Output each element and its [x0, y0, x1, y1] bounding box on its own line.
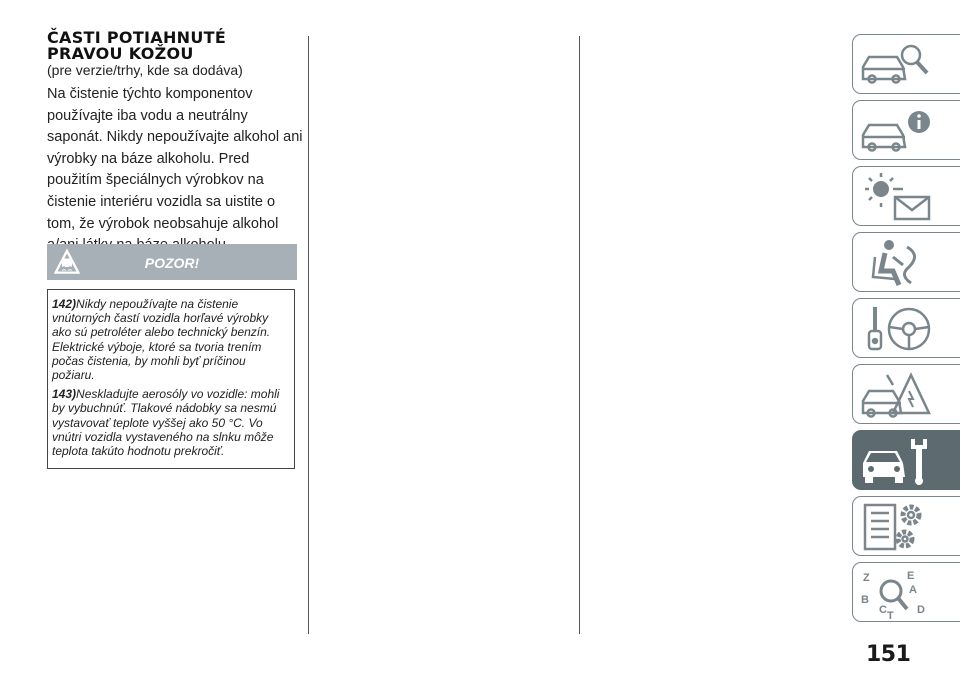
warning-item-number: 142) — [52, 297, 77, 311]
column-divider-left — [308, 36, 309, 634]
warning-item-text: Nikdy nepoužívajte na čistenie vnútorných častí vozidla horľavé výrobky ako sú petroléter alebo technický benzín. Elektrické výboje, ktoré sa tvoria trením počas čistenia, by mohli byť príčinou požiaru. — [52, 297, 271, 383]
index-letter: D — [917, 604, 925, 616]
alphabet-index-search-icon — [859, 567, 933, 619]
warning-item — [52, 387, 290, 458]
car-emergency-triangle-icon — [859, 369, 933, 421]
warning-box — [47, 289, 295, 469]
warning-header — [47, 244, 297, 280]
tab-car-info[interactable] — [852, 100, 960, 160]
car-search-icon — [859, 39, 933, 91]
tab-emergency[interactable] — [852, 364, 960, 424]
car-info-icon — [859, 105, 933, 157]
tab-car-search[interactable] — [852, 34, 960, 94]
tab-warning-lights[interactable] — [852, 166, 960, 226]
key-steering-wheel-icon — [859, 303, 933, 355]
tab-alphabetical-index[interactable] — [852, 562, 960, 622]
section-subtitle: (pre verzie/trhy, kde sa dodáva) — [47, 62, 243, 78]
tab-maintenance[interactable] — [852, 430, 960, 490]
specs-gears-icon — [859, 501, 933, 553]
warning-item-text: Neskladujte aerosóly vo vozidle: mohli by vybuchnúť. Tlakové nádobky sa nesmú vystavovať teplote vyššej ako 50 °C. Vo vnútri vozidla vystaveného na slnku môže teplota takúto hodnotu prekročiť. — [52, 387, 280, 459]
index-letter: E — [907, 570, 915, 582]
car-wrench-icon — [859, 435, 933, 487]
index-letter: Z — [863, 572, 870, 584]
tab-start-drive[interactable] — [852, 298, 960, 358]
warning-item-number: 143) — [52, 387, 77, 402]
column-divider-right — [579, 36, 580, 634]
index-letter: A — [909, 584, 917, 596]
section-body-text: Na čistenie týchto komponentov používajte iba vodu a neutrálny saponát. Nikdy nepoužívajte alkohol ani výrobky na báze alkoholu. Pred použitím špeciálnych výrobkov na čistenie interiéru vozidla sa uistite o tom, že výrobok neobsahuje alkohol — [47, 86, 303, 232]
section-title-line-2: PRAVOU KOŽOU — [47, 44, 194, 63]
seat-airbag-icon — [859, 237, 933, 289]
index-letter: T — [887, 610, 894, 619]
section-title — [47, 30, 307, 62]
index-letter: C — [879, 604, 887, 616]
tab-technical-data[interactable] — [852, 496, 960, 556]
page-number: 151 — [866, 642, 911, 667]
warning-item — [52, 297, 290, 382]
warning-title: POZOR! — [144, 255, 200, 271]
warning-lights-envelope-icon — [859, 171, 933, 223]
index-letter: B — [861, 594, 869, 606]
tab-safety-seat[interactable] — [852, 232, 960, 292]
section-title-line-1: ČASTI POTIAHNUTÉ — [47, 28, 227, 47]
